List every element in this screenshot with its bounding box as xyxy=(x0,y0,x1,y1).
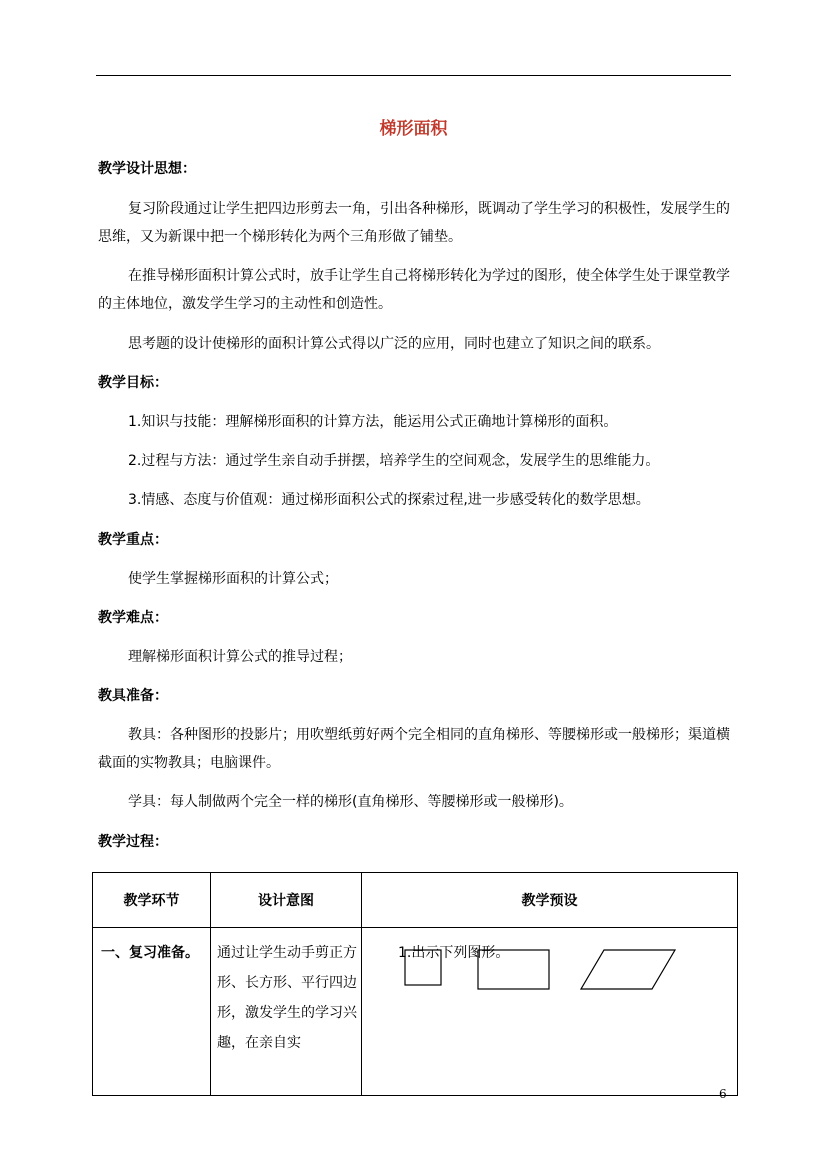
objective-item-3: 3.情感、态度与价值观：通过梯形面积公式的探索过程,进一步感受转化的数学思想。 xyxy=(128,492,650,508)
table-header-row xyxy=(93,873,738,928)
column-header-stage: 教学环节 xyxy=(93,873,211,928)
page-title: 梯形面积 xyxy=(379,119,448,139)
process-table xyxy=(92,872,738,1096)
column-header-preset: 教学预设 xyxy=(362,873,738,928)
tools-heading: 教具准备： xyxy=(98,688,168,704)
intent-cell: 通过让学生动手剪正方形、长方形、平行四边形，激发学生的学习兴趣，在亲自实 xyxy=(211,928,362,1096)
objective-item-1: 1.知识与技能：理解梯形面积的计算方法，能运用公式正确地计算梯形的面积。 xyxy=(128,414,618,430)
difficulty-heading: 教学难点： xyxy=(98,610,168,626)
preset-cell xyxy=(362,928,738,1096)
tools-teacher: 教具：各种图形的投影片；用吹塑纸剪好两个完全相同的直角梯形、等腰梯形或一般梯形；渠道横截面的实物教具；电脑课件。 xyxy=(98,727,730,771)
column-header-intent: 设计意图 xyxy=(211,873,362,928)
square-shape xyxy=(405,950,441,985)
difficulty-text: 理解梯形面积计算公式的推导过程； xyxy=(128,649,352,665)
preset-item: 1.出示下列图形。 xyxy=(398,945,510,961)
header-rule xyxy=(96,75,731,76)
design-paragraph-3: 思考题的设计使梯形的面积计算公式得以广泛的应用，同时也建立了知识之间的联系。 xyxy=(128,336,660,352)
key-point-heading: 教学重点： xyxy=(98,532,168,548)
table-row xyxy=(93,928,738,1096)
parallelogram-shape xyxy=(581,950,675,989)
design-thinking-heading: 教学设计思想： xyxy=(98,161,196,177)
objective-item-2: 2.过程与方法：通过学生亲自动手拼摆，培养学生的空间观念，发展学生的思维能力。 xyxy=(128,453,660,469)
stage-cell: 一、复习准备。 xyxy=(93,928,211,1096)
rectangle-shape xyxy=(478,950,549,989)
objectives-heading: 教学目标： xyxy=(98,375,168,391)
tools-student: 学具：每人制做两个完全一样的梯形(直角梯形、等腰梯形或一般梯形)。 xyxy=(128,794,573,810)
design-paragraph-2: 在推导梯形面积计算公式时，放手让学生自己将梯形转化为学过的图形，使全体学生处于课堂教学的主体地位，激发学生学习的主动性和创造性。 xyxy=(98,268,730,312)
page-number: 6 xyxy=(719,1087,727,1101)
process-heading: 教学过程： xyxy=(98,834,168,850)
shapes-figure xyxy=(362,928,737,1085)
design-paragraph-1: 复习阶段通过让学生把四边形剪去一角，引出各种梯形，既调动了学生学习的积极性，发展学生的思维，又为新课中把一个梯形转化为两个三角形做了铺垫。 xyxy=(98,201,730,245)
key-point-text: 使学生掌握梯形面积的计算公式； xyxy=(128,571,338,587)
